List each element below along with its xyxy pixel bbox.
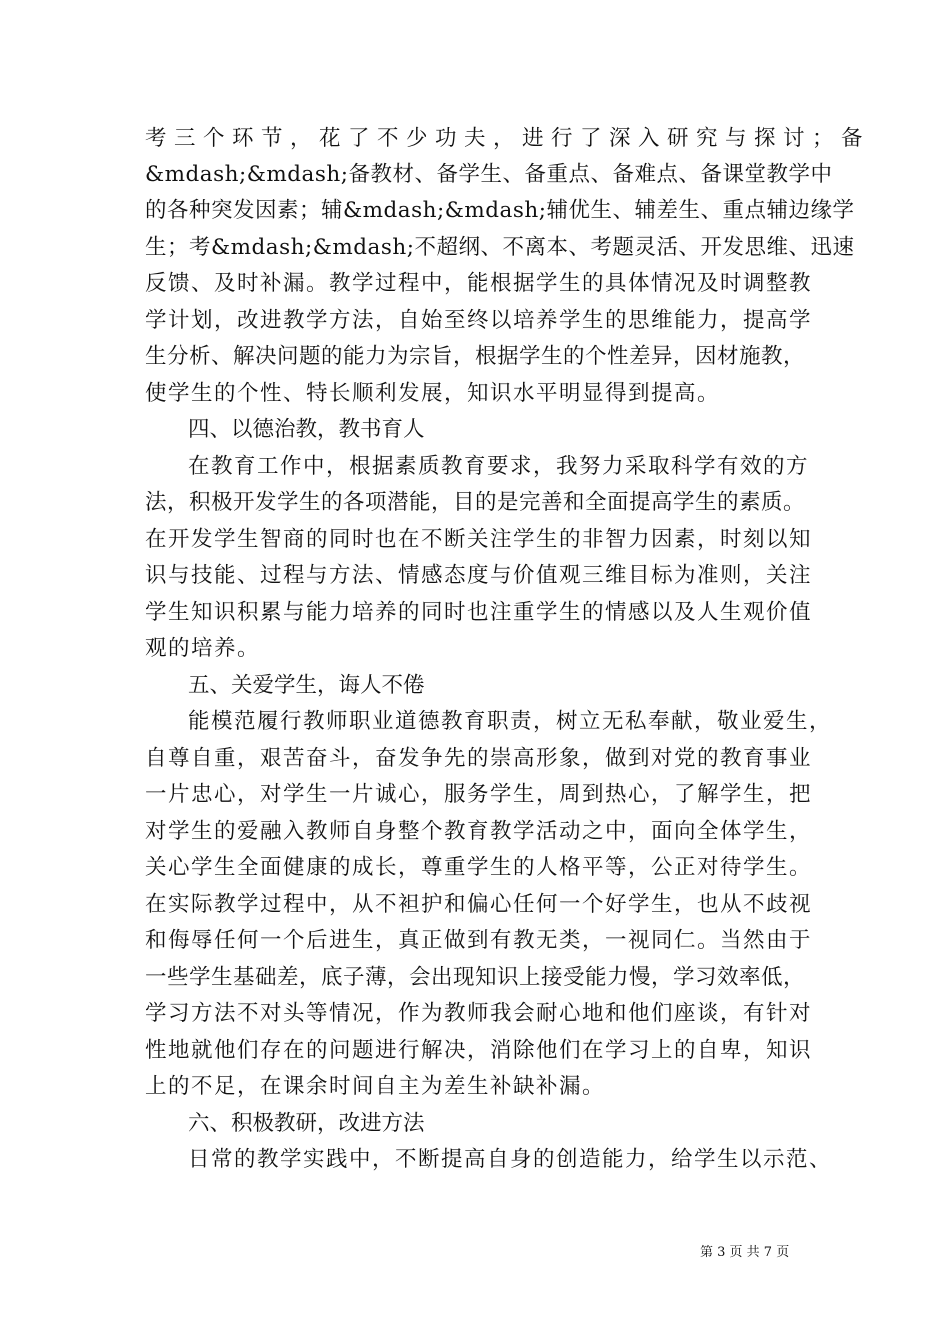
text-line: 在开发学生智商的同时也在不断关注学生的非智力因素，时刻以知 <box>145 527 813 552</box>
text-line: 的各种突发因素；辅&mdash;&mdash;辅优生、辅差生、重点辅边缘学 <box>145 198 855 223</box>
section-heading: 六、积极教研，改进方法 <box>188 1111 425 1136</box>
text-line: 在教育工作中，根据素质教育要求，我努力采取科学有效的方 <box>188 454 810 479</box>
text-line: 学习方法不对头等情况，作为教师我会耐心地和他们座谈，有针对 <box>145 1001 813 1026</box>
text-line: &mdash;&mdash;备教材、备学生、备重点、备难点、备课堂教学中 <box>145 162 833 187</box>
text-line: 自尊自重，艰苦奋斗，奋发争先的崇高形象，做到对党的教育事业 <box>145 746 813 771</box>
text-line: 生；考&mdash;&mdash;不超纲、不离本、考题灵活、开发思维、迅速 <box>145 235 855 260</box>
text-line: 使学生的个性、特长顺利发展，知识水平明显得到提高。 <box>145 381 721 406</box>
section-heading: 四、以德治教，教书育人 <box>188 417 425 442</box>
text-line: 生分析、解决问题的能力为宗旨，根据学生的个性差异，因材施教， <box>145 344 806 369</box>
page-number: 第 3 页 共 7 页 <box>700 1245 790 1260</box>
text-line: 在实际教学过程中，从不袒护和偏心任何一个好学生，也从不歧视 <box>145 892 813 917</box>
text-line: 学生知识积累与能力培养的同时也注重学生的情感以及人生观价值 <box>145 600 813 625</box>
text-line: 观的培养。 <box>145 636 261 661</box>
text-line: 上的不足，在课余时间自主为差生补缺补漏。 <box>145 1074 606 1099</box>
text-line: 能模范履行教师职业道德教育职责，树立无私奉献，敬业爱生， <box>188 709 833 734</box>
text-line: 和侮辱任何一个后进生，真正做到有教无类，一视同仁。当然由于 <box>145 928 813 953</box>
text-line: 一些学生基础差，底子薄，会出现知识上接受能力慢，学习效率低， <box>145 965 806 990</box>
text-line: 反馈、及时补漏。教学过程中，能根据学生的具体情况及时调整教 <box>145 271 813 296</box>
text-line: 一片忠心，对学生一片诚心，服务学生，周到热心，了解学生，把 <box>145 782 813 807</box>
text-line: 法，积极开发学生的各项潜能，目的是完善和全面提高学生的素质。 <box>145 490 806 515</box>
text-line: 性地就他们存在的问题进行解决，消除他们在学习上的自卑，知识 <box>145 1038 813 1063</box>
section-heading: 五、关爱学生，诲人不倦 <box>188 673 425 698</box>
text-line: 关心学生全面健康的成长，尊重学生的人格平等，公正对待学生。 <box>145 855 813 880</box>
text-line: 日常的教学实践中，不断提高自身的创造能力，给学生以示范、 <box>188 1147 833 1172</box>
text-line: 识与技能、过程与方法、情感态度与价值观三维目标为准则，关注 <box>145 563 813 588</box>
text-line: 考三个环节，花了不少功夫，进行了深入研究与探讨；备 <box>145 126 871 151</box>
text-line: 对学生的爱融入教师自身整个教育教学活动之中，面向全体学生， <box>145 819 813 844</box>
text-line: 学计划，改进教学方法，自始至终以培养学生的思维能力，提高学 <box>145 308 813 333</box>
